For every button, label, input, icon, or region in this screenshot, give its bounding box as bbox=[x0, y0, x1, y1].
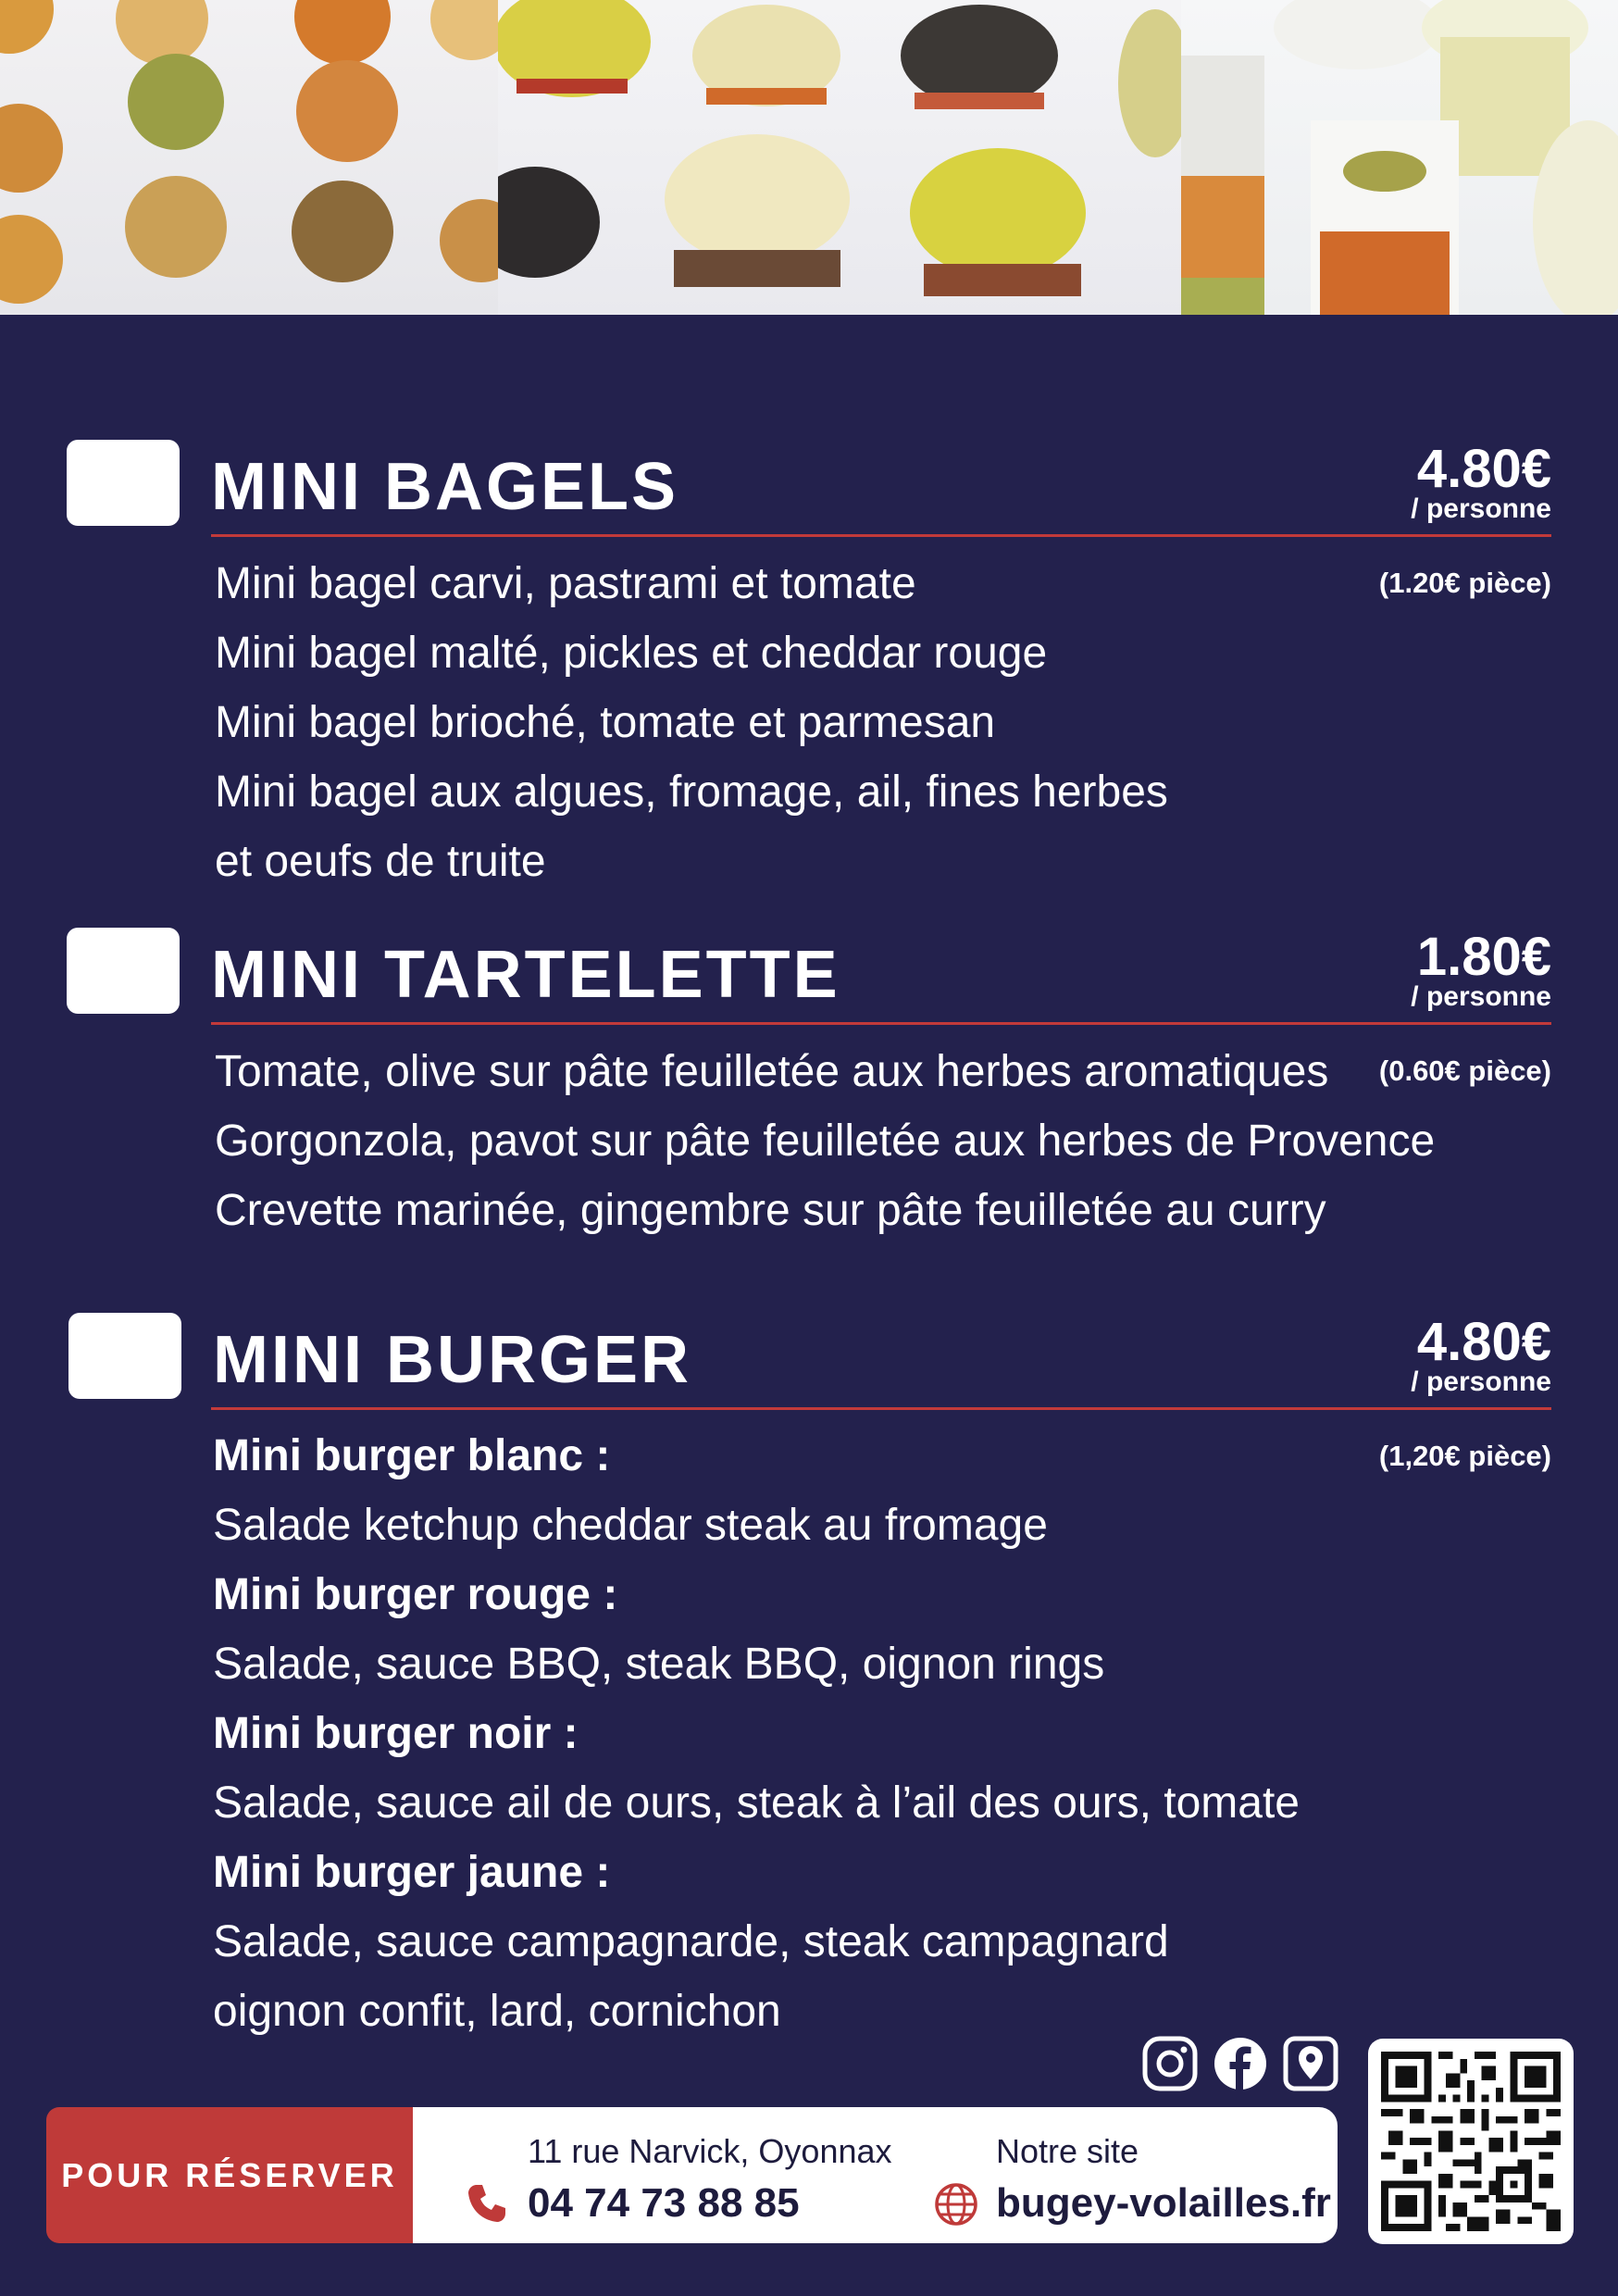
menu-item: Crevette marinée, gingembre sur pâte feuilletée au curry bbox=[215, 1186, 1326, 1235]
burger-description: Salade, sauce ail de ours, steak à l’ail des ours, tomate bbox=[213, 1778, 1300, 1828]
phone-icon bbox=[465, 2181, 509, 2226]
section-title: MINI BURGER bbox=[213, 1323, 691, 1397]
map-pin-icon[interactable] bbox=[1283, 2036, 1338, 2091]
unit-price: (1,20€ pièce) bbox=[1378, 1440, 1551, 1472]
menu-item: et oeufs de truite bbox=[215, 837, 546, 886]
menu-item: Tomate, olive sur pâte feuilletée aux herbes aromatiques bbox=[215, 1047, 1329, 1096]
phone-number[interactable]: 04 74 73 88 85 bbox=[528, 2180, 800, 2226]
qr-code[interactable] bbox=[1368, 2039, 1574, 2244]
globe-icon bbox=[933, 2181, 979, 2227]
section-title: MINI BAGELS bbox=[211, 450, 679, 524]
qr-code-icon bbox=[1381, 2052, 1561, 2231]
burger-name: Mini burger rouge : bbox=[213, 1570, 618, 1619]
burger-name: Mini burger blanc : bbox=[213, 1431, 611, 1480]
price-per-person: / personne bbox=[1411, 981, 1551, 1012]
mini-burger-photo bbox=[498, 0, 1181, 315]
burger-name: Mini burger noir : bbox=[213, 1709, 579, 1758]
mini-tartelette-photo bbox=[0, 0, 498, 315]
unit-price: (1.20€ pièce) bbox=[1378, 567, 1551, 599]
social-icons bbox=[1142, 2036, 1338, 2091]
menu-item: Mini bagel aux algues, fromage, ail, fines herbes bbox=[215, 767, 1168, 817]
price-per-person: / personne bbox=[1411, 493, 1551, 524]
website-link[interactable]: bugey-volailles.fr bbox=[996, 2180, 1331, 2226]
section-badge bbox=[68, 1313, 181, 1399]
section-price: 4.80€ bbox=[1416, 1312, 1551, 1372]
section-divider bbox=[211, 534, 1551, 537]
instagram-icon[interactable] bbox=[1142, 2036, 1198, 2091]
item-list bbox=[215, 1037, 1435, 1245]
burger-description: Salade, sauce BBQ, steak BBQ, oignon rings bbox=[213, 1640, 1105, 1689]
item-list bbox=[213, 1421, 1300, 2046]
burger-description: Salade, sauce campagnarde, steak campagnard bbox=[213, 1917, 1169, 1966]
verrines-photo bbox=[1181, 0, 1618, 315]
section-divider bbox=[211, 1022, 1551, 1025]
address: 11 rue Narvick, Oyonnax bbox=[528, 2132, 892, 2170]
section-title: MINI TARTELETTE bbox=[211, 938, 840, 1012]
section-badge bbox=[67, 928, 180, 1014]
menu-item: Mini bagel brioché, tomate et parmesan bbox=[215, 698, 996, 747]
facebook-icon[interactable] bbox=[1213, 2036, 1268, 2091]
section-price: 4.80€ bbox=[1416, 439, 1551, 499]
section-price: 1.80€ bbox=[1416, 927, 1551, 987]
burger-description: oignon confit, lard, cornichon bbox=[213, 1987, 781, 2036]
menu-item: Mini bagel carvi, pastrami et tomate bbox=[215, 559, 916, 608]
burger-name: Mini burger jaune : bbox=[213, 1848, 611, 1897]
section-badge bbox=[67, 440, 180, 526]
burger-description: Salade ketchup cheddar steak au fromage bbox=[213, 1501, 1048, 1550]
reserve-button[interactable]: POUR RÉSERVER bbox=[46, 2107, 413, 2243]
photo-banner bbox=[0, 0, 1618, 315]
contact-box bbox=[413, 2107, 1338, 2243]
item-list bbox=[215, 549, 1168, 896]
section-divider bbox=[211, 1407, 1551, 1410]
site-label: Notre site bbox=[996, 2132, 1139, 2170]
price-per-person: / personne bbox=[1411, 1366, 1551, 1397]
unit-price: (0.60€ pièce) bbox=[1378, 1054, 1551, 1087]
menu-item: Gorgonzola, pavot sur pâte feuilletée aux herbes de Provence bbox=[215, 1117, 1436, 1166]
menu-item: Mini bagel malté, pickles et cheddar rouge bbox=[215, 629, 1048, 678]
